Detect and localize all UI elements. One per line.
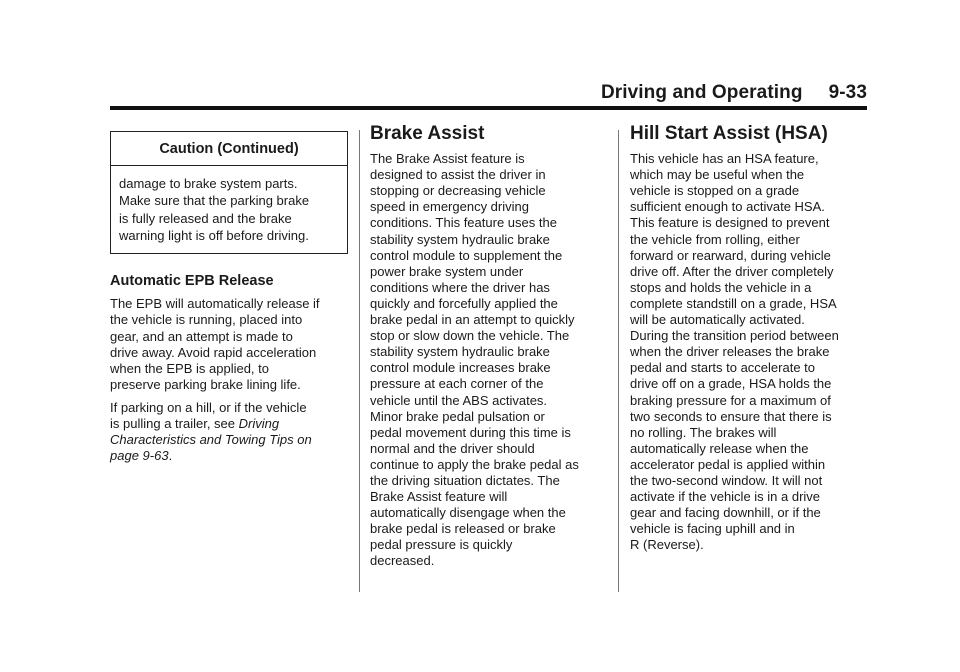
cross-reference-link[interactable]: Driving [238,416,280,432]
text-line: control module to supplement the [370,247,563,263]
text-line: stop or slow down the vehicle. The [370,328,570,344]
text-line: stopping or decreasing vehicle [370,183,546,199]
text-line [110,416,350,432]
text-line: conditions. This feature uses the [370,215,557,231]
text-line: automatically release when the [630,440,809,456]
cross-reference-link[interactable]: page 9-63 [110,448,169,464]
text-line: vehicle until the ABS activates. [370,392,548,408]
text-line: During the transition period between [630,328,839,344]
text-line: normal and the driver should [370,440,535,456]
epb-release-heading: Automatic EPB Release [110,273,274,290]
header-rule [110,106,867,110]
caution-box [110,131,348,254]
text-line: sufficient enough to activate HSA. [630,199,825,215]
text-line: brake pedal is released or brake [370,521,556,537]
text-line: decreased. [370,553,435,569]
caution-line: is fully released and the brake [119,210,292,226]
epb-hill-paragraph [110,400,350,464]
page-number: 9-33 [828,82,867,103]
text-line: which may be useful when the [630,167,805,183]
column-divider-right [618,130,619,592]
text-line: power brake system under [370,263,524,279]
text-line [110,448,350,464]
text-line: gear and facing downhill, or if the [630,505,821,521]
text-line: the driving situation dictates. The [370,472,560,488]
text-line: Minor brake pedal pulsation or [370,408,545,424]
text-line: control module increases brake [370,360,551,376]
text-line: pedal movement during this time is [370,424,571,440]
text-line: the two-second window. It will not [630,472,823,488]
text-line: continue to apply the brake pedal as [370,456,579,472]
epb-release-paragraph [110,296,350,393]
caution-title: Caution (Continued) [111,132,347,166]
text-line: The Brake Assist feature is [370,151,525,167]
hsa-paragraph [630,151,870,553]
text-line: the vehicle from rolling, either [630,231,800,247]
text-line: forward or rearward, during vehicle [630,247,831,263]
text-line: when the EPB is applied, to [110,360,269,376]
text-line: This feature is designed to prevent [630,215,830,231]
text-line: drive off on a grade, HSA holds the [630,376,832,392]
text-line: brake pedal in an attempt to quickly [370,312,575,328]
text-line: gear, and an attempt is made to [110,328,293,344]
text-fragment: is pulling a trailer, see [110,416,236,432]
text-line: complete standstill on a grade, HSA [630,295,837,311]
text-line: pressure at each corner of the [370,376,544,392]
text-line: stability system hydraulic brake [370,344,550,360]
text-fragment: . [168,448,173,464]
text-line: Brake Assist feature will [370,489,508,505]
caution-line: Make sure that the parking brake [119,193,310,209]
text-line: braking pressure for a maximum of [630,392,831,408]
text-line: If parking on a hill, or if the vehicle [110,399,307,415]
text-line: accelerator pedal is applied within [630,456,826,472]
text-line: pedal pressure is quickly [370,537,513,553]
text-line: quickly and forcefully applied the [370,295,558,311]
hsa-heading: Hill Start Assist (HSA) [630,123,828,144]
text-line: two seconds to ensure that there is [630,408,832,424]
column-divider-left [359,130,360,592]
text-line: designed to assist the driver in [370,167,546,183]
text-line: no rolling. The brakes will [630,424,777,440]
column-right [630,123,870,560]
caution-line: damage to brake system parts. [119,176,298,192]
page-header [599,82,867,104]
column-left [110,126,350,471]
text-line: vehicle is facing uphill and in [630,521,795,537]
text-line: the vehicle is running, placed into [110,312,303,328]
text-line: preserve parking brake lining life. [110,376,301,392]
text-line: will be automatically activated. [630,312,805,328]
caution-line: warning light is off before driving. [119,227,309,243]
text-line: automatically disengage when the [370,505,566,521]
text-line: This vehicle has an HSA feature, [630,151,819,167]
text-line: when the driver releases the brake [630,344,830,360]
text-line: The EPB will automatically release if [110,296,320,312]
text-line: pedal and starts to accelerate to [630,360,816,376]
text-line: R (Reverse). [630,537,704,553]
text-line: drive off. After the driver completely [630,263,834,279]
section-title: Driving and Operating [600,82,803,103]
text-line: vehicle is stopped on a grade [630,183,800,199]
caution-body [111,166,347,253]
brake-assist-paragraph [370,151,606,569]
text-line: speed in emergency driving [370,199,529,215]
cross-reference-link[interactable]: Characteristics and Towing Tips on [110,432,312,448]
column-middle [370,123,606,577]
text-line: activate if the vehicle is in a drive [630,489,821,505]
text-line: stops and holds the vehicle in a [630,279,812,295]
text-line: stability system hydraulic brake [370,231,550,247]
brake-assist-heading: Brake Assist [370,123,485,144]
text-line: drive away. Avoid rapid acceleration [110,344,317,360]
text-line: conditions where the driver has [370,279,550,295]
